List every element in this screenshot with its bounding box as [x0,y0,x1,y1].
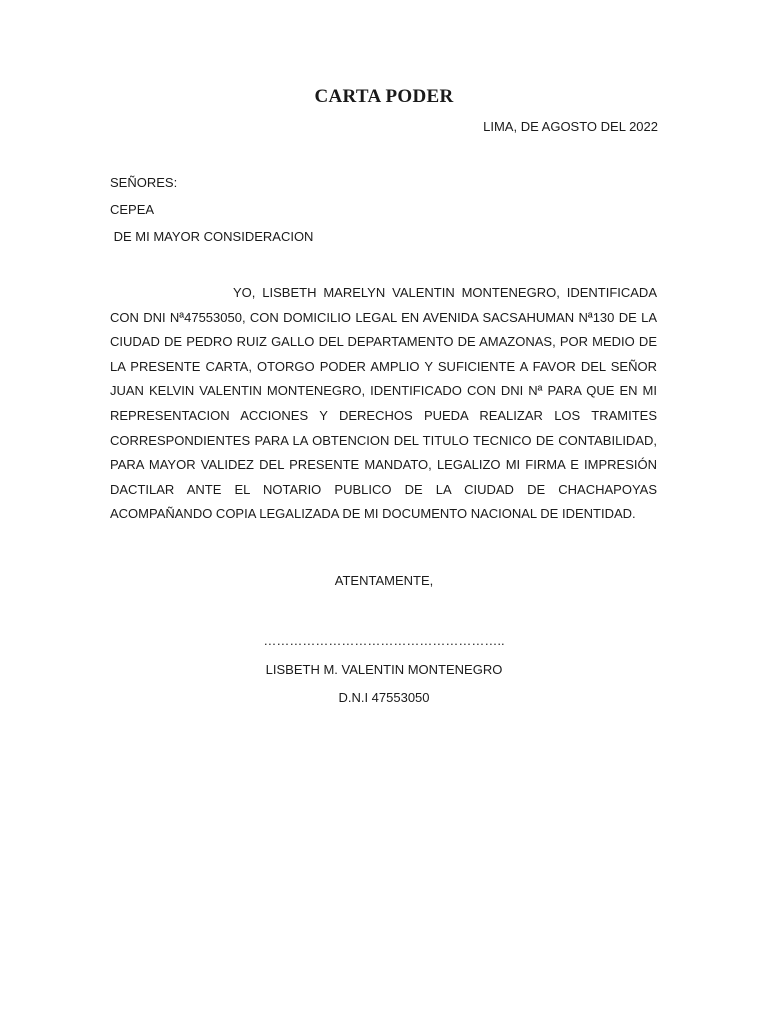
signature-line: ……………………………………………….. [263,633,505,648]
body-paragraph-text: YO, LISBETH MARELYN VALENTIN MONTENEGRO, IDENTIFICADA CON DNI Nª47553050, CON DOMICILIO LEGAL EN AVENIDA SACSAHUMAN Nª130 DE LA CIUDAD DE PEDRO RUIZ GALLO DEL DEPARTAMENTO DE AMAZONAS, POR MEDIO DE LA PRESENTE CARTA, OTORGO PODER AMPLIO Y SUFICIENTE A FAVOR DEL SEÑOR JUAN KELVIN VALENTIN MONTENEGRO, IDENTIFICADO CON DNI Nª PARA QUE EN MI REPRESENTACION ACCIONES Y DERECHOS PUEDA REALIZAR LOS TRAMITES CORRESPONDIENTES PARA LA OBTENCION DEL TITULO TECNICO DE CONTABILIDAD, PARA MAYOR VALIDEZ DEL PRESENTE MANDATO, LEGALIZO MI FIRMA E IMPRESIÓN DACTILAR ANTE EL NOTARIO PUBLICO DE LA CIUDAD DE CHACHAPOYAS ACOMPAÑANDO COPIA LEGALIZADA DE MI DOCUMENTO NACIONAL DE IDENTIDAD. [110,285,657,522]
body-paragraph [110,281,657,527]
greeting-line: DE MI MAYOR CONSIDERACION [110,229,314,244]
document-title: CARTA PODER [314,86,454,107]
date-line: LIMA, DE AGOSTO DEL 2022 [483,119,658,134]
signer-name: LISBETH M. VALENTIN MONTENEGRO [265,662,503,677]
signer-id: D.N.I 47553050 [338,690,430,705]
addressee-organization: CEPEA [110,202,155,217]
sign-off: ATENTAMENTE, [334,573,434,588]
salutation: SEÑORES: [110,175,178,190]
